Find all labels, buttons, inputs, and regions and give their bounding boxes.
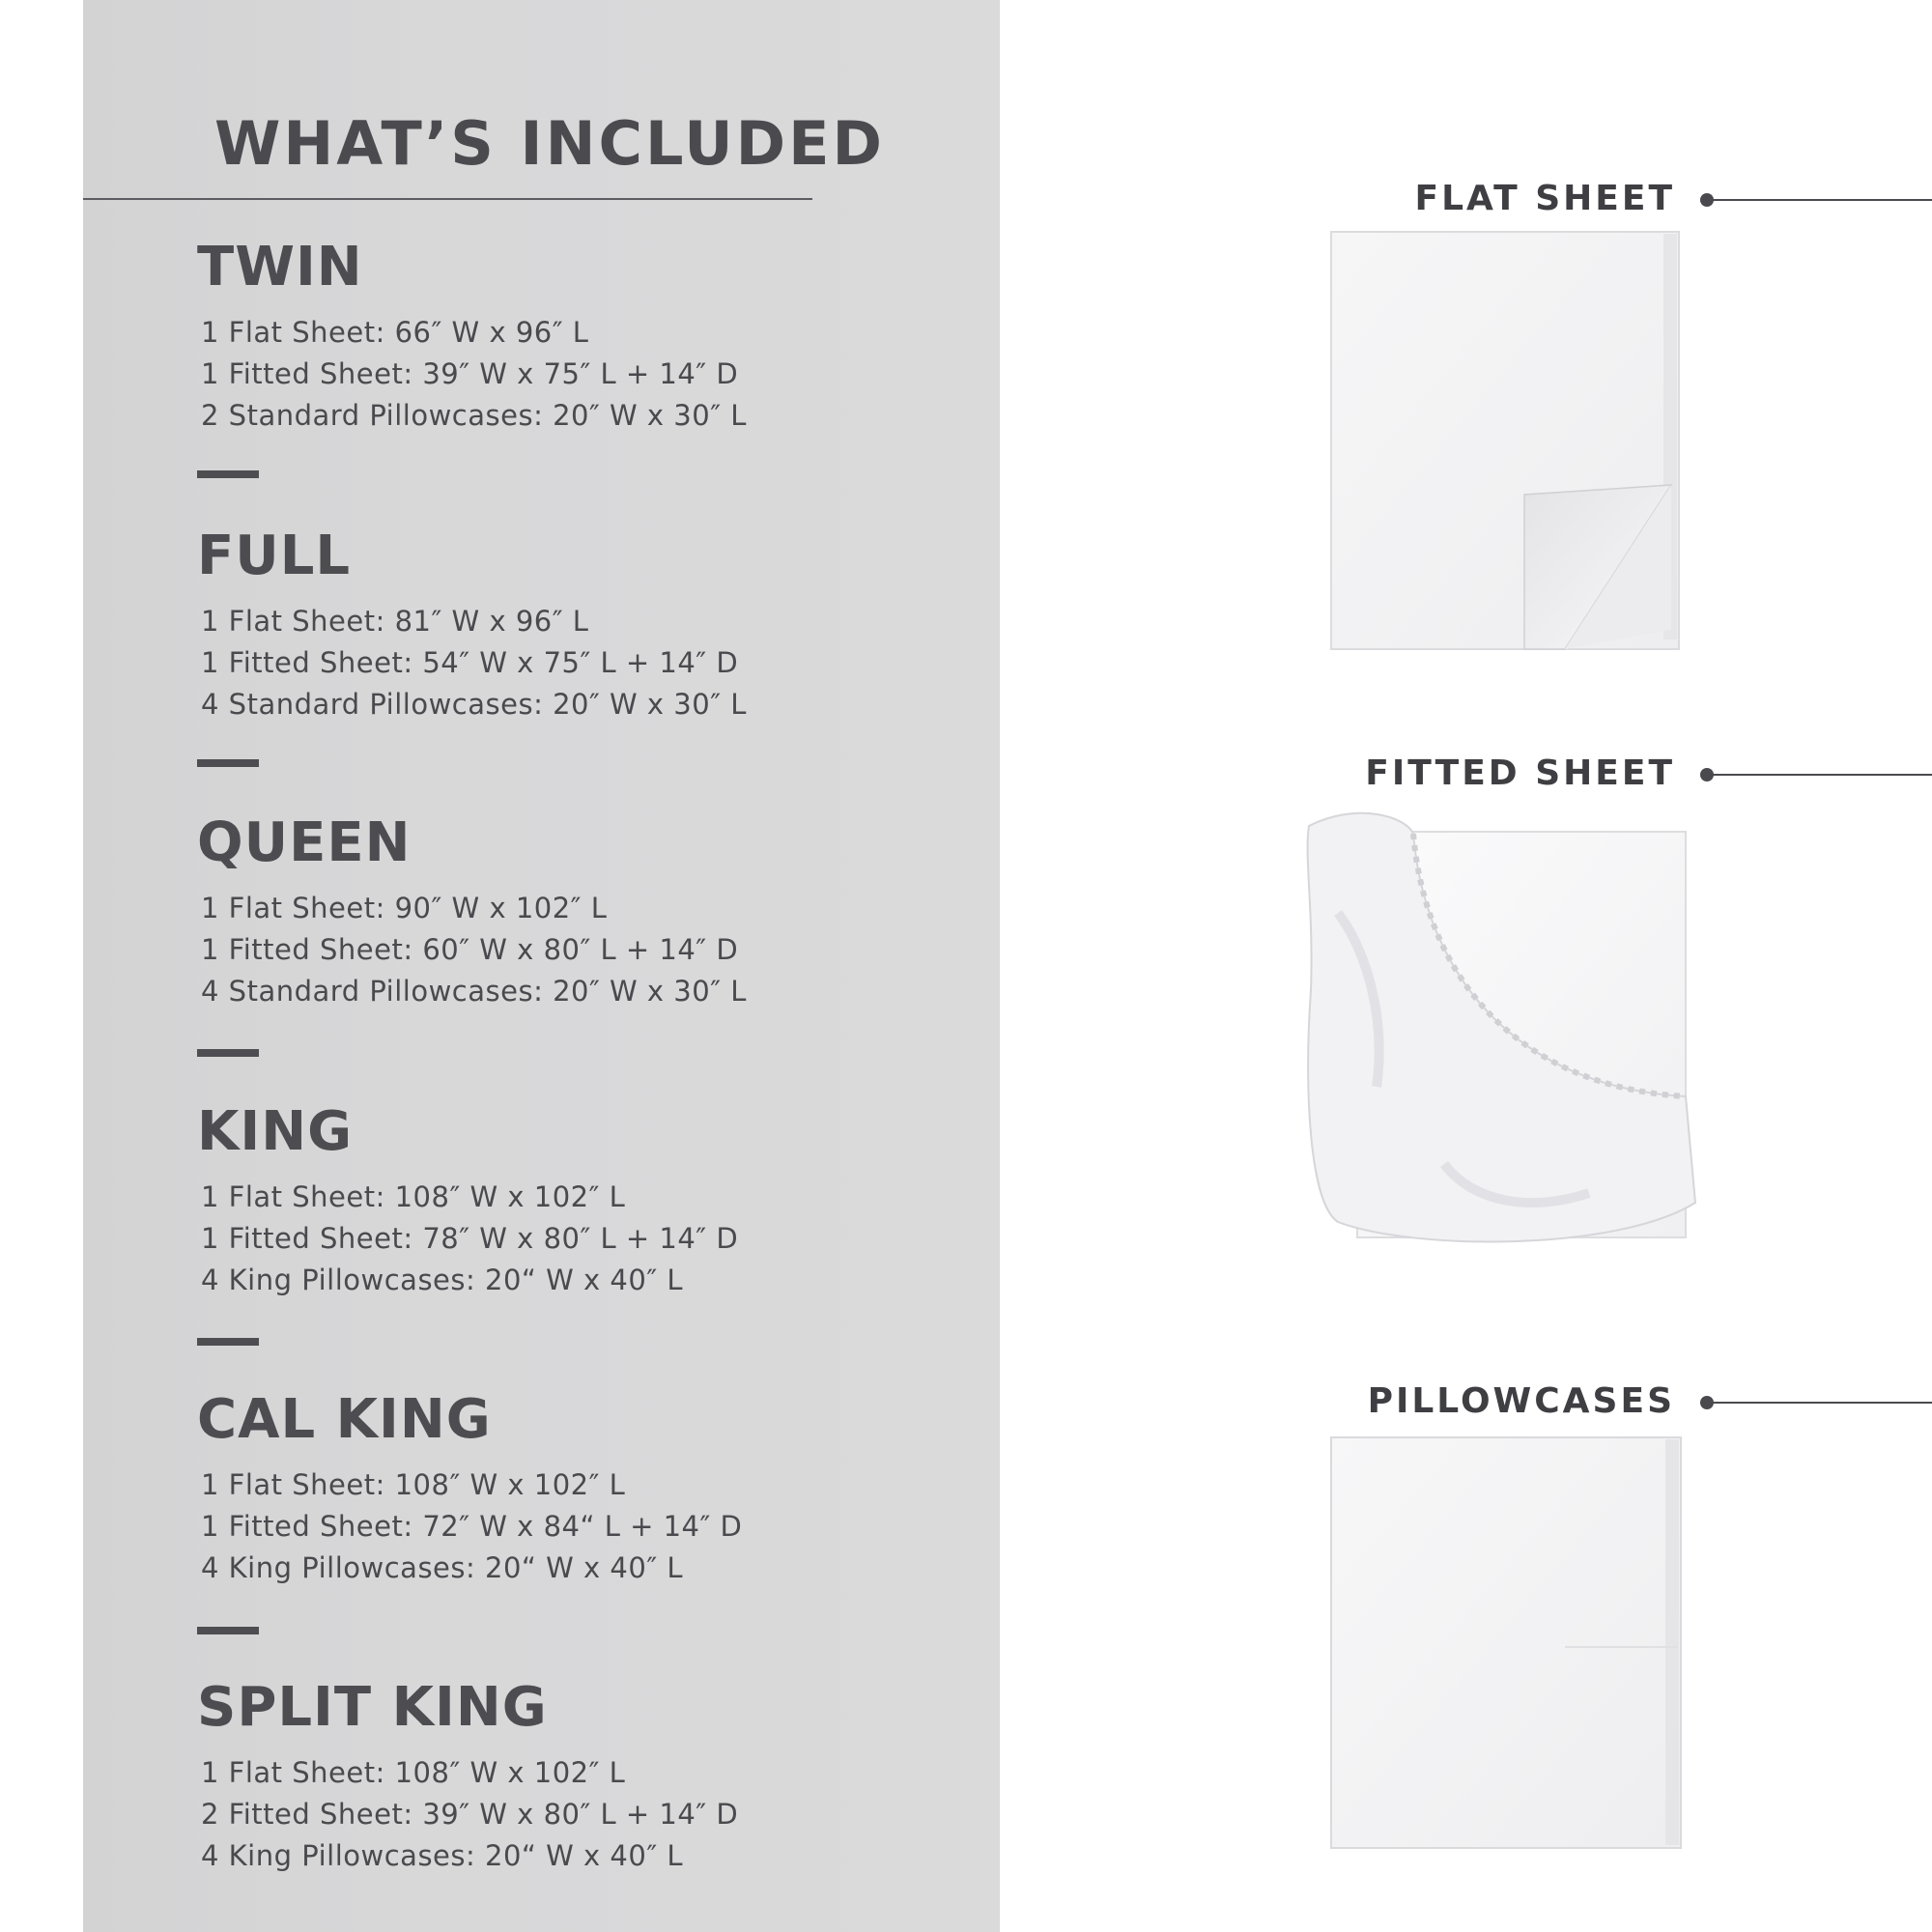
size-line: 4 King Pillowcases: 20“ W x 40″ L [201, 1264, 684, 1296]
size-line: 1 Flat Sheet: 108″ W x 102″ L [201, 1756, 626, 1789]
section-dash [197, 759, 259, 767]
size-line: 1 Flat Sheet: 90″ W x 102″ L [201, 892, 608, 924]
size-line: 4 King Pillowcases: 20“ W x 40″ L [201, 1551, 684, 1584]
flat-sheet-image [1323, 224, 1690, 659]
size-line: 1 Fitted Sheet: 60″ W x 80″ L + 14″ D [201, 933, 739, 966]
leader-line [1712, 199, 1932, 201]
flat-sheet-label: FLAT SHEET [1414, 179, 1675, 218]
pillowcases-label: PILLOWCASES [1367, 1381, 1675, 1421]
panel-title: WHAT’S INCLUDED [214, 108, 885, 179]
section-dash [197, 1627, 259, 1634]
size-name: TWIN [197, 236, 363, 298]
size-name: KING [197, 1100, 354, 1163]
size-block-split-king [197, 1677, 738, 1877]
size-line: 1 Flat Sheet: 108″ W x 102″ L [201, 1468, 626, 1501]
section-dash [197, 1049, 259, 1057]
size-line: 1 Fitted Sheet: 39″ W x 75″ L + 14″ D [201, 357, 739, 390]
size-line: 4 King Pillowcases: 20“ W x 40″ L [201, 1839, 684, 1872]
size-line: 4 Standard Pillowcases: 20″ W x 30″ L [201, 975, 747, 1008]
size-line: 1 Fitted Sheet: 78″ W x 80″ L + 14″ D [201, 1222, 739, 1255]
size-line: 1 Fitted Sheet: 54″ W x 75″ L + 14″ D [201, 646, 739, 679]
fitted-sheet-label: FITTED SHEET [1365, 753, 1675, 793]
size-block-cal-king [197, 1389, 742, 1589]
size-block-king [197, 1101, 738, 1301]
size-block-queen [197, 812, 747, 1012]
size-line: 1 Flat Sheet: 108″ W x 102″ L [201, 1180, 626, 1213]
size-line: 4 Standard Pillowcases: 20″ W x 30″ L [201, 688, 747, 721]
leader-line [1712, 774, 1932, 776]
size-name: CAL KING [197, 1388, 492, 1451]
title-divider [83, 198, 812, 200]
size-block-full [197, 526, 747, 725]
size-name: FULL [197, 525, 352, 587]
size-name: QUEEN [197, 811, 412, 874]
leader-line [1712, 1402, 1932, 1404]
pillowcase-image [1323, 1430, 1690, 1855]
section-dash [197, 470, 259, 478]
size-name: SPLIT KING [197, 1676, 548, 1739]
size-line: 1 Flat Sheet: 81″ W x 96″ L [201, 605, 589, 638]
size-line: 1 Fitted Sheet: 72″ W x 84“ L + 14″ D [201, 1510, 743, 1543]
size-block-twin [197, 237, 747, 437]
section-dash [197, 1338, 259, 1346]
size-line: 2 Standard Pillowcases: 20″ W x 30″ L [201, 399, 747, 432]
size-line: 1 Flat Sheet: 66″ W x 96″ L [201, 316, 589, 349]
fitted-sheet-image [1299, 797, 1705, 1261]
size-line: 2 Fitted Sheet: 39″ W x 80″ L + 14″ D [201, 1798, 739, 1831]
